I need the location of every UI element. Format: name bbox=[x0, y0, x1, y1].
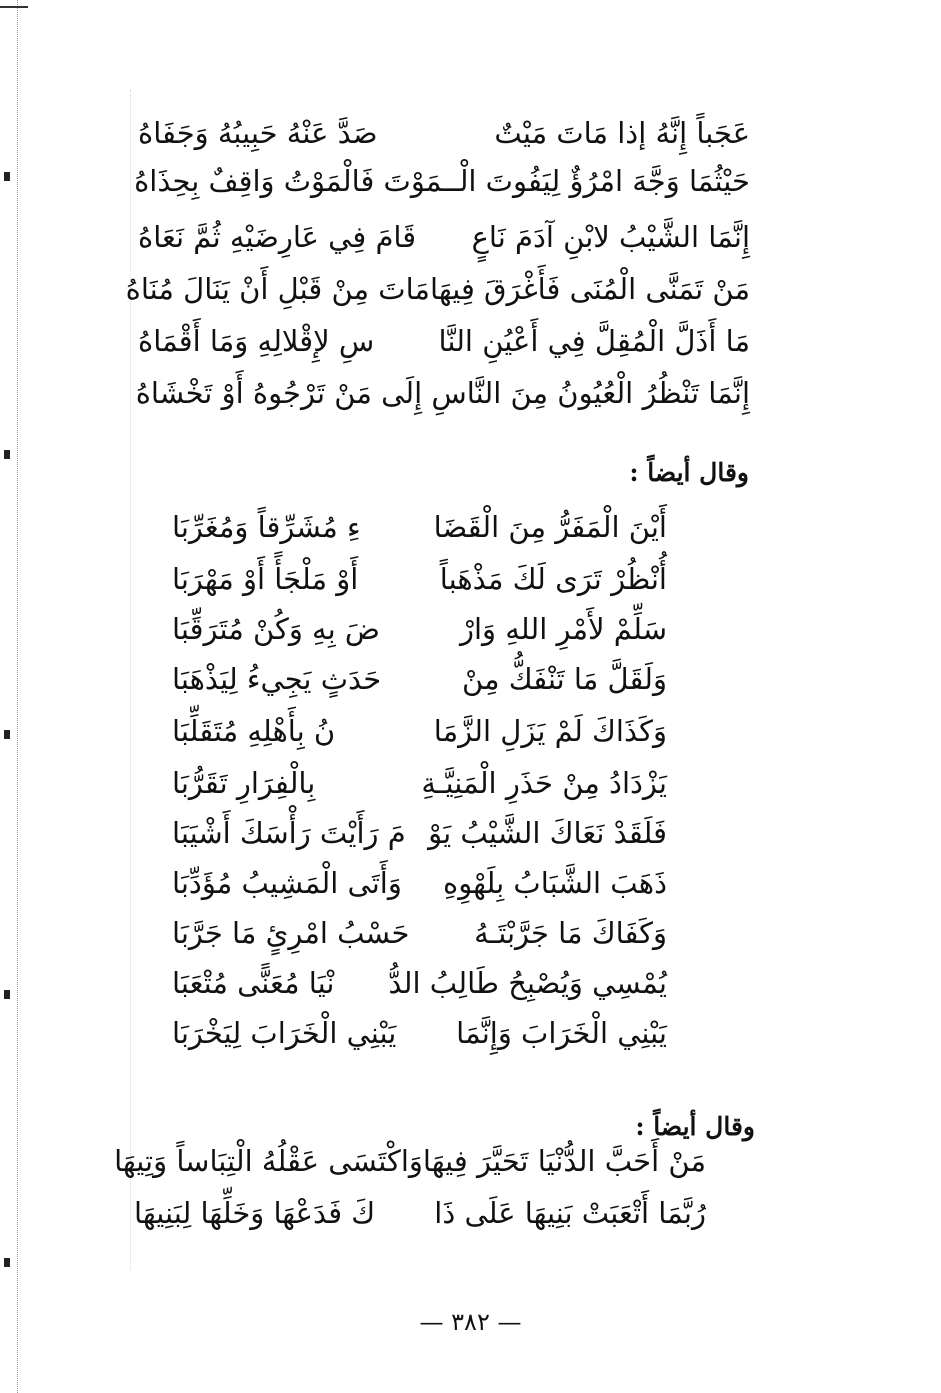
poem1-verse bbox=[135, 376, 750, 410]
first-hemistich: عَجَباً إِنَّهُ إذا مَاتَ مَيْتٌ bbox=[494, 116, 750, 150]
second-hemistich: قَامَ فِي عَارِضَيْهِ ثُمَّ نَعَاهُ bbox=[138, 220, 417, 254]
second-hemistich: حَسْبُ امْرِئٍ مَا جَرَّبَا bbox=[172, 916, 410, 950]
poem2-verse bbox=[172, 918, 667, 950]
second-hemistich: ضَ بِهِ وَكُنْ مُتَرَقِّبَا bbox=[172, 612, 380, 646]
second-hemistich: يَبْنِي الْخَرَابَ لِيَخْرَبَا bbox=[172, 1016, 397, 1050]
second-hemistich: سِ لإِقْلالِهِ وَمَا أَقْمَاهُ bbox=[138, 324, 375, 358]
second-hemistich: وَاكْتَسَى عَقْلُهُ الْتِبَاساً وَتِيهَا bbox=[114, 1144, 423, 1178]
poem2-verse bbox=[172, 512, 667, 544]
second-hemistich: نُ بِأَهْلِهِ مُتَقَلِّبَا bbox=[172, 714, 336, 748]
poem2-verse bbox=[172, 614, 667, 646]
first-hemistich: ذَهَبَ الشَّبَابُ بِلَهْوِهِ bbox=[443, 866, 667, 900]
second-hemistich: ـمَوْتَ فَالْمَوْتُ وَاقِفٌ بِحِذَاهُ bbox=[134, 164, 452, 198]
poem2-verse bbox=[172, 564, 667, 596]
poem3-verse bbox=[134, 1198, 706, 1230]
poem2-verse bbox=[172, 716, 667, 748]
poem2-verse bbox=[172, 968, 667, 1000]
poem3-verse bbox=[114, 1144, 706, 1178]
poem2-verse bbox=[172, 868, 667, 900]
poem1-verse bbox=[138, 222, 750, 254]
poem1-verse bbox=[134, 164, 750, 198]
page-number: — ٣٨٢ — bbox=[419, 1308, 522, 1336]
second-hemistich: حَدَثٍ يَجِيءُ لِيَذْهَبَا bbox=[172, 662, 382, 696]
section-heading: وقال أيضاً : bbox=[635, 1112, 755, 1141]
poem2-verse bbox=[172, 664, 667, 696]
first-hemistich: وَكَفَاكَ مَا جَرَّبْتَـهُ bbox=[474, 916, 667, 950]
poem2-verse bbox=[172, 768, 667, 800]
second-hemistich: كَ فَدَعْهَا وَخَلِّهَا لِبَنِيهَا bbox=[134, 1196, 376, 1230]
first-hemistich: وَكَذَاكَ لَمْ يَزَلِ الزَّمَا bbox=[433, 714, 667, 748]
first-hemistich: إِنَّمَا تَنْظُرُ الْعُيُونُ مِنَ النَّا bbox=[466, 376, 750, 410]
first-hemistich: وَلَقَلَّ مَا تَنْفَكُّ مِنْ bbox=[461, 662, 667, 696]
first-hemistich: يَزْدَادُ مِنْ حَذَرِ الْمَنِيَّـةِ bbox=[421, 766, 667, 800]
second-hemistich: سِ إِلَى مَنْ تَرْجُوهُ أَوْ تَخْشَاهُ bbox=[135, 376, 467, 410]
first-hemistich: فَلَقَدْ نَعَاكَ الشَّيْبُ يَوْ bbox=[428, 816, 667, 850]
first-hemistich: أَيْنَ الْمَفَرُّ مِنَ الْقَضَا bbox=[433, 510, 667, 544]
first-hemistich: إِنَّمَا الشَّيْبُ لابْنِ آدَمَ نَاعٍ bbox=[471, 220, 750, 254]
section-heading: وقال أيضاً : bbox=[629, 458, 749, 487]
first-hemistich: مَنْ أَحَبَّ الدُّنْيَا تَحَيَّرَ فِيهَا bbox=[422, 1144, 706, 1178]
second-hemistich: نْيَا مُعَنًّى مُتْعَبَا bbox=[172, 966, 335, 1000]
second-hemistich: مَ رَأَيْتَ رَأْسَكَ أَشْيَبَا bbox=[172, 816, 406, 850]
poem2-verse bbox=[172, 818, 667, 850]
first-hemistich: مَا أَذَلَّ الْمُقِلَّ فِي أَعْيُنِ النَّا bbox=[438, 324, 750, 358]
second-hemistich: أَوْ مَلْجَأً أَوْ مَهْرَبَا bbox=[172, 562, 359, 596]
second-hemistich: بِالْفِرَارِ تَقَرُّبَا bbox=[172, 766, 316, 800]
poem1-verse bbox=[125, 272, 750, 306]
second-hemistich: صَدَّ عَنْهُ حَبِيبُهُ وَجَفَاهُ bbox=[138, 116, 378, 150]
first-hemistich: مَنْ تَمَنَّى الْمُنَى فَأَغْرَقَ فِيهَا bbox=[429, 272, 750, 306]
poem2-verse bbox=[172, 1018, 667, 1050]
first-hemistich: سَلِّمْ لأَمْرِ اللهِ وَارْ bbox=[459, 612, 667, 646]
first-hemistich: حَيْثُمَا وَجَّهَ امْرُؤٌ لِيَفُوتَ الْـ bbox=[451, 164, 750, 198]
second-hemistich: ءِ مُشَرِّقاً وَمُغَرِّبَا bbox=[172, 510, 361, 544]
first-hemistich: رُبَّمَا أَتْعَبَتْ بَنِيهَا عَلَى ذَا bbox=[434, 1196, 706, 1230]
poem1-verse bbox=[138, 118, 750, 150]
first-hemistich: أُنْظُرْ تَرَى لَكَ مَذْهَباً bbox=[439, 562, 667, 596]
first-hemistich: يَبْنِي الْخَرَابَ وَإِنَّمَا bbox=[456, 1016, 667, 1050]
second-hemistich: وَأَتَى الْمَشِيبُ مُؤَدِّبَا bbox=[172, 866, 402, 900]
first-hemistich: يُمْسِي وَيُصْبِحُ طَالِبُ الدُّ bbox=[388, 966, 667, 1000]
second-hemistich: مَاتَ مِنْ قَبْلِ أَنْ يَنَالَ مُنَاهُ bbox=[125, 272, 430, 306]
poem1-verse bbox=[138, 326, 750, 358]
